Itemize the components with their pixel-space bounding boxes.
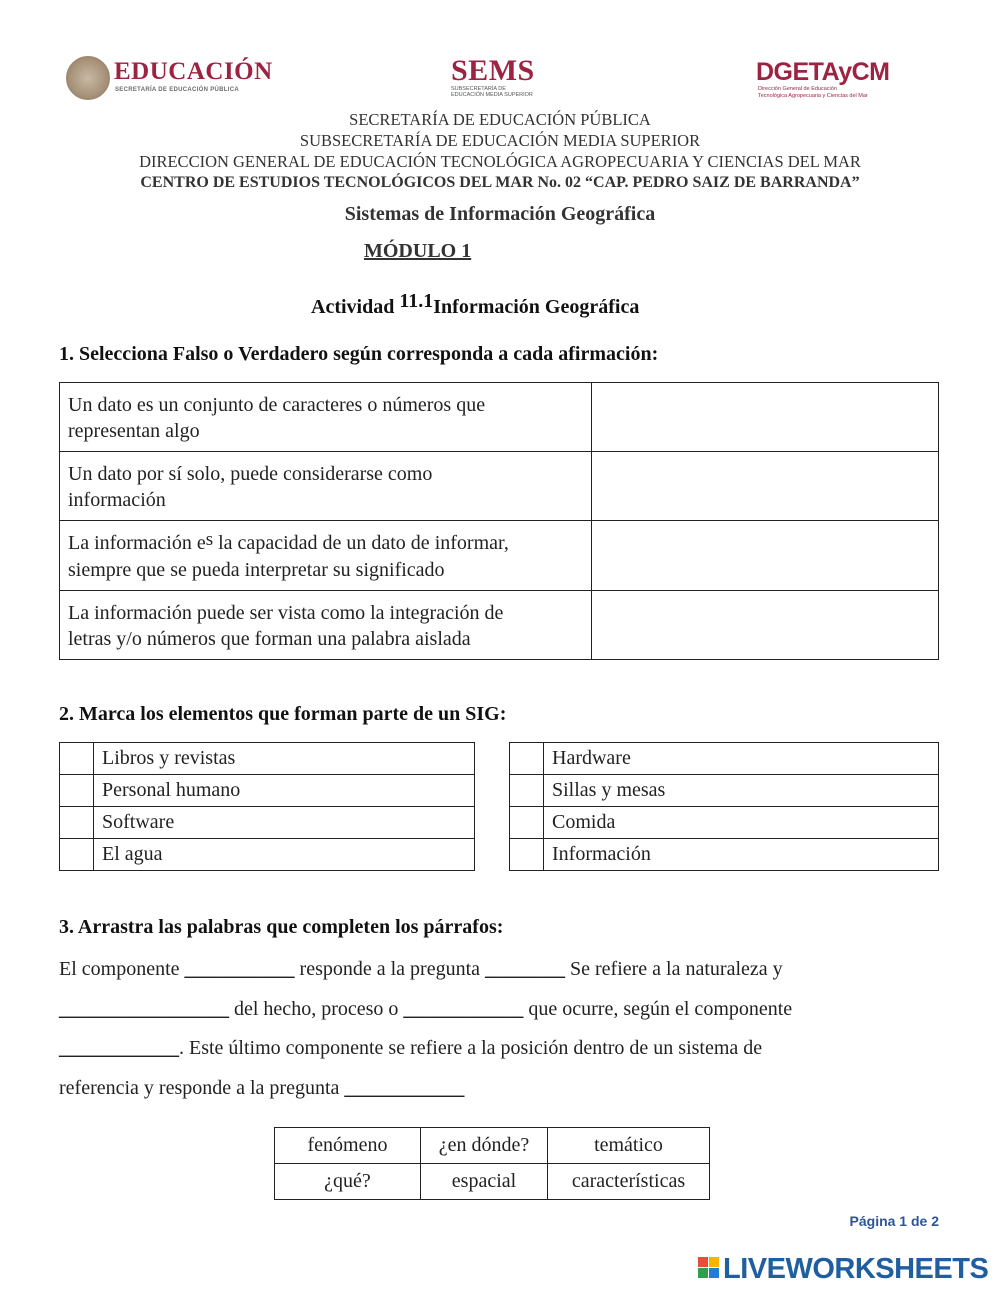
paragraph-line-1: El componente ___________ responde a la pregunta ________ Se refiere a la naturaleza y	[59, 958, 783, 980]
table-row	[60, 521, 939, 591]
option-label: Sillas y mesas	[544, 775, 939, 807]
word-bank-word[interactable]: temático	[548, 1128, 710, 1164]
activity-label: Actividad	[311, 296, 395, 318]
list-item	[510, 839, 939, 871]
educacion-logo	[66, 56, 276, 102]
fill-paragraph	[59, 950, 939, 1108]
sems-logo-subtitle-1: SUBSECRETARÍA DE	[451, 86, 506, 92]
list-item	[510, 775, 939, 807]
list-item	[60, 743, 475, 775]
statement-4: La información puede ser vista como la integración de letras y/o números que forman una palabra aislada	[60, 591, 592, 660]
option-label: Comida	[544, 807, 939, 839]
checkbox-2[interactable]	[60, 775, 94, 807]
word-bank-word[interactable]: espacial	[421, 1164, 548, 1200]
answer-field-1[interactable]	[592, 383, 939, 452]
list-item	[60, 775, 475, 807]
sig-elements-left	[59, 742, 475, 871]
paragraph-line-2: _________________ del hecho, proceso o ____________ que ocurre, según el componente	[59, 997, 793, 1020]
activity-heading	[311, 290, 640, 319]
true-false-table	[59, 382, 939, 660]
list-item	[60, 839, 475, 871]
word-bank-word[interactable]: ¿qué?	[275, 1164, 421, 1200]
liveworksheets-brand: LIVEWORKSHEETS	[723, 1253, 989, 1285]
statement-3: La información es la capacidad de un dato de informar, siempre que se pueda interpretar su significado	[60, 521, 592, 591]
header-line-2: SUBSECRETARÍA DE EDUCACIÓN MEDIA SUPERIOR	[299, 131, 701, 150]
blank-6[interactable]: ____________	[344, 1076, 465, 1099]
list-item	[510, 743, 939, 775]
sems-logo-title: SEMS	[451, 54, 535, 87]
activity-title: Información Geográfica	[433, 296, 640, 318]
option-label: Libros y revistas	[94, 743, 475, 775]
word-bank-word[interactable]: fenómeno	[275, 1128, 421, 1164]
header-line-3: DIRECCION GENERAL DE EDUCACIÓN TECNOLÓGICA AGROPECUARIA Y CIENCIAS DEL MAR	[139, 152, 861, 171]
blank-4[interactable]: ____________	[403, 997, 524, 1020]
subject-title: Sistemas de Información Geográfica	[344, 203, 656, 225]
header-line-4: CENTRO DE ESTUDIOS TECNOLÓGICOS DEL MAR No. 02 “CAP. PEDRO SAIZ DE BARRANDA”	[140, 174, 860, 191]
checkbox-8[interactable]	[510, 839, 544, 871]
checkbox-1[interactable]	[60, 743, 94, 775]
checkbox-4[interactable]	[60, 839, 94, 871]
word-bank-word[interactable]: ¿en dónde?	[421, 1128, 548, 1164]
checkbox-3[interactable]	[60, 807, 94, 839]
module-title: MÓDULO 1	[364, 240, 472, 262]
statement-2: Un dato por sí solo, puede considerarse como información	[60, 452, 592, 521]
educacion-logo-subtitle: SECRETARÍA DE EDUCACIÓN PÚBLICA	[115, 87, 239, 93]
sems-logo	[451, 56, 551, 102]
activity-number: 11.1	[399, 290, 434, 312]
educacion-logo-title: EDUCACIÓN	[114, 58, 273, 85]
section2-title: 2. Marca los elementos que forman parte de un SIG:	[59, 703, 507, 725]
word-bank-word[interactable]: características	[548, 1164, 710, 1200]
sems-logo-subtitle-2: EDUCACIÓN MEDIA SUPERIOR	[451, 92, 533, 98]
blank-1[interactable]: ___________	[184, 958, 295, 980]
checkbox-7[interactable]	[510, 807, 544, 839]
paragraph-line-4: referencia y responde a la pregunta ____________	[59, 1076, 465, 1099]
section1-title: 1. Selecciona Falso o Verdadero según corresponda a cada afirmación:	[59, 343, 659, 365]
table-row	[275, 1128, 710, 1164]
list-item	[60, 807, 475, 839]
checkbox-5[interactable]	[510, 743, 544, 775]
dgetaycm-logo	[756, 58, 936, 102]
blank-2[interactable]: ________	[485, 958, 566, 980]
dgetaycm-logo-title: DGETAyCM	[756, 58, 890, 86]
blank-3[interactable]: _________________	[59, 997, 229, 1020]
blank-5[interactable]: ____________	[59, 1037, 179, 1059]
option-label: El agua	[94, 839, 475, 871]
statement-1: Un dato es un conjunto de caracteres o números que representan algo	[60, 383, 592, 452]
table-row	[275, 1164, 710, 1200]
table-row	[60, 591, 939, 660]
option-label: Información	[544, 839, 939, 871]
answer-field-4[interactable]	[592, 591, 939, 660]
sig-elements-right	[509, 742, 939, 871]
option-label: Software	[94, 807, 475, 839]
table-row	[60, 383, 939, 452]
mexico-seal-icon	[66, 56, 110, 100]
header-line-1: SECRETARÍA DE EDUCACIÓN PÚBLICA	[349, 110, 651, 129]
answer-field-3[interactable]	[592, 521, 939, 591]
option-label: Hardware	[544, 743, 939, 775]
option-label: Personal humano	[94, 775, 475, 807]
paragraph-line-3: ____________. Este último componente se refiere a la posición dentro de un sistema de	[59, 1037, 763, 1059]
checkbox-6[interactable]	[510, 775, 544, 807]
page-number: Página 1 de 2	[849, 1213, 939, 1229]
table-row	[60, 452, 939, 521]
liveworksheets-grid-icon	[698, 1257, 720, 1279]
dgetaycm-logo-subtitle-2: Tecnológica Agropecuaria y Ciencias del Mar	[758, 92, 868, 99]
section3-title: 3. Arrastra las palabras que completen los párrafos:	[59, 916, 504, 938]
word-bank-table	[274, 1127, 710, 1200]
answer-field-2[interactable]	[592, 452, 939, 521]
dgetaycm-logo-subtitle-1: Dirección General de Educación	[758, 86, 837, 92]
list-item	[510, 807, 939, 839]
